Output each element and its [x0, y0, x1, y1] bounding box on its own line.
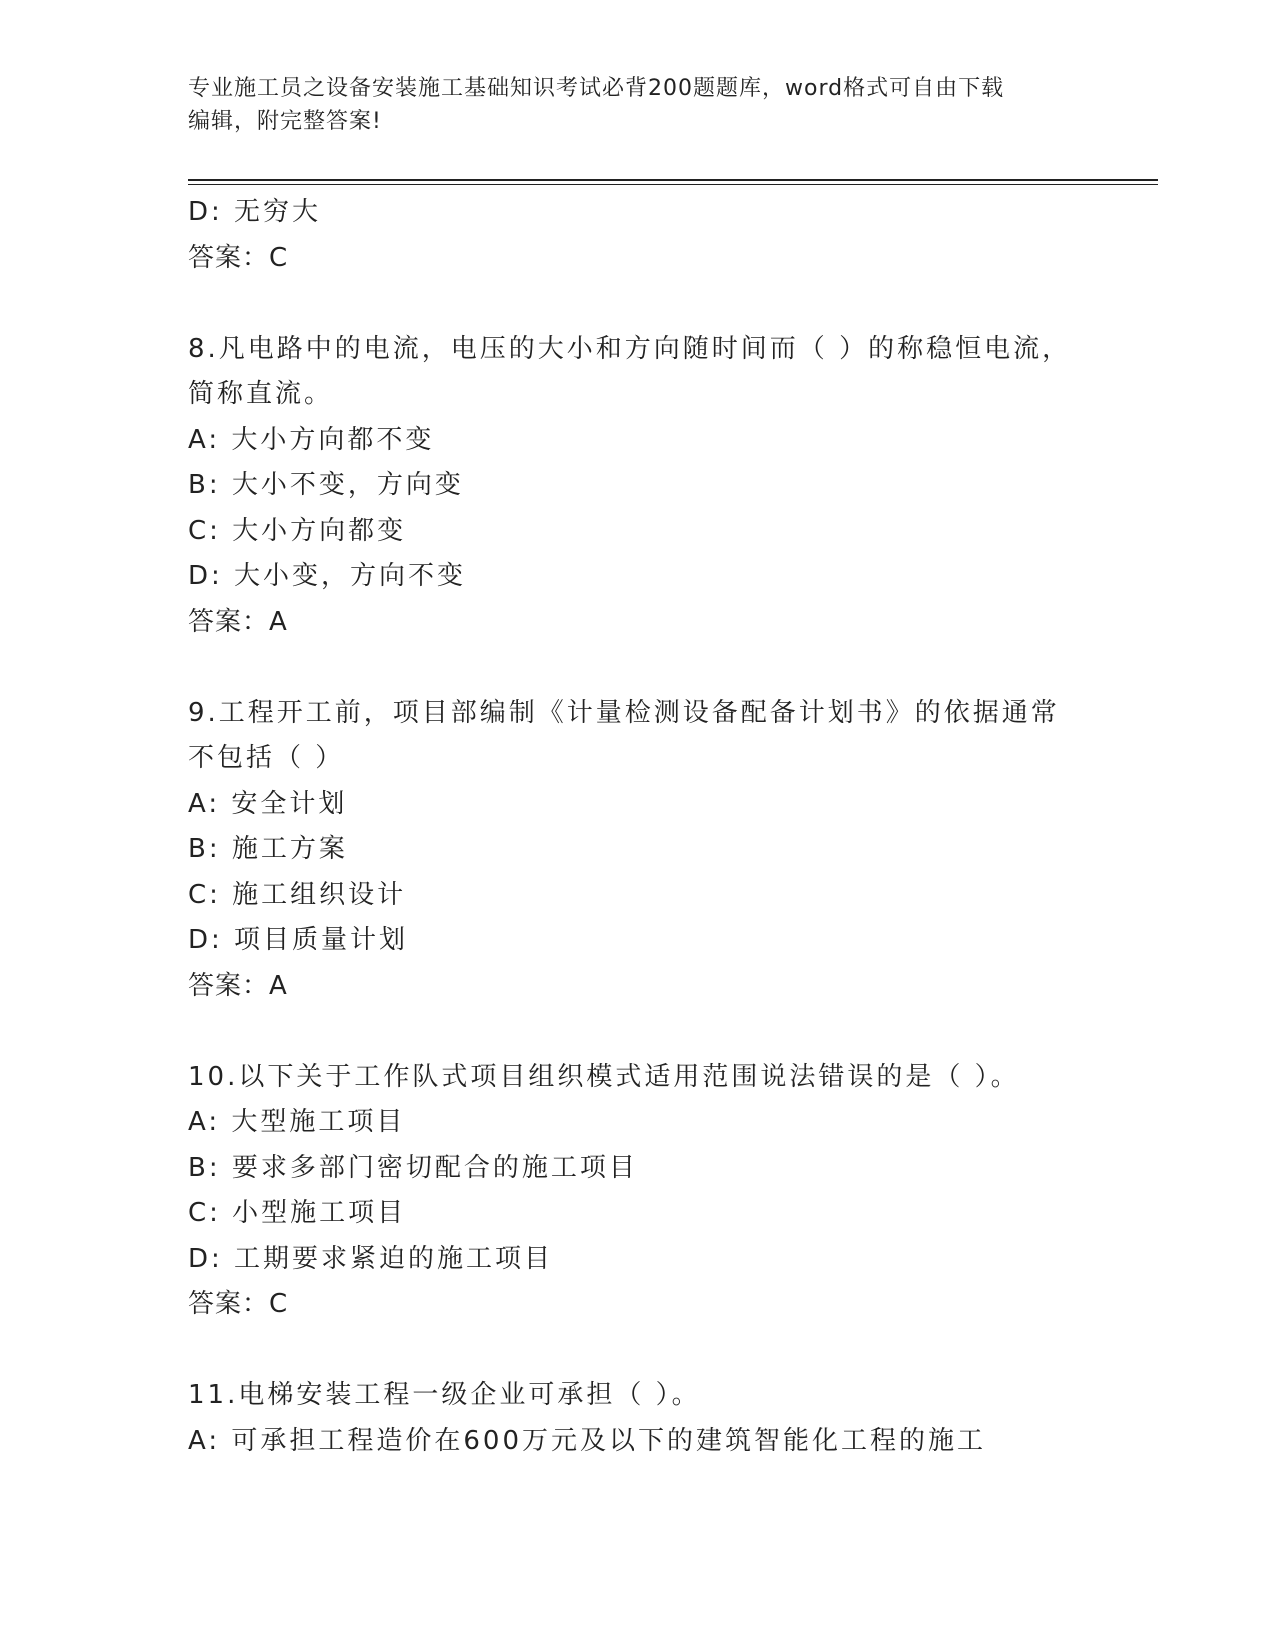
header-line-1: 专业施工员之设备安装施工基础知识考试必背200题题库，word格式可自由下载	[188, 76, 1005, 101]
option-d: D: 无穷大	[188, 197, 322, 227]
option-a: A: 安全计划	[188, 788, 348, 819]
question-text: 11.电梯安装工程一级企业可承担（ ）。	[188, 1380, 701, 1410]
question-text-cont: 不包括（ ）	[188, 743, 345, 773]
option-c: C: 小型施工项目	[188, 1198, 407, 1228]
answer: 答案：C	[188, 242, 289, 273]
question-10	[188, 1055, 1088, 1328]
question-text: 8.凡电路中的电流，电压的大小和方向随时间而（ ）的称稳恒电流，	[188, 333, 1072, 364]
document-body	[188, 190, 1088, 1464]
option-b: B: 要求多部门密切配合的施工项目	[188, 1152, 638, 1183]
option-d: D: 大小变，方向不变	[188, 561, 467, 591]
option-c: C: 施工组织设计	[188, 879, 407, 910]
option-a: A: 大小方向都不变	[188, 424, 435, 455]
question-text: 9.工程开工前，项目部编制《计量检测设备配备计划书》的依据通常	[188, 697, 1060, 728]
header-rule-thin	[188, 184, 1158, 185]
question-text-cont: 简称直流。	[188, 379, 334, 409]
answer: 答案：A	[188, 606, 288, 637]
question-8	[188, 327, 1088, 646]
option-b: B: 大小不变，方向变	[188, 470, 464, 500]
option-c: C: 大小方向都变	[188, 515, 407, 546]
option-b: B: 施工方案	[188, 834, 348, 864]
question-text: 10.以下关于工作队式项目组织模式适用范围说法错误的是（ ）。	[188, 1061, 1020, 1092]
question-9	[188, 691, 1088, 1010]
header-line-2: 编辑，附完整答案!	[188, 109, 382, 134]
option-d: D: 工期要求紧迫的施工项目	[188, 1243, 554, 1274]
question-11	[188, 1373, 1088, 1464]
answer: 答案：C	[188, 1289, 289, 1319]
option-a: A: 可承担工程造价在600万元及以下的建筑智能化工程的施工	[188, 1425, 986, 1456]
answer: 答案：A	[188, 970, 288, 1001]
document-header	[188, 72, 1068, 138]
option-a: A: 大型施工项目	[188, 1107, 406, 1137]
header-rule-thick	[188, 179, 1158, 181]
option-d: D: 项目质量计划	[188, 925, 409, 955]
